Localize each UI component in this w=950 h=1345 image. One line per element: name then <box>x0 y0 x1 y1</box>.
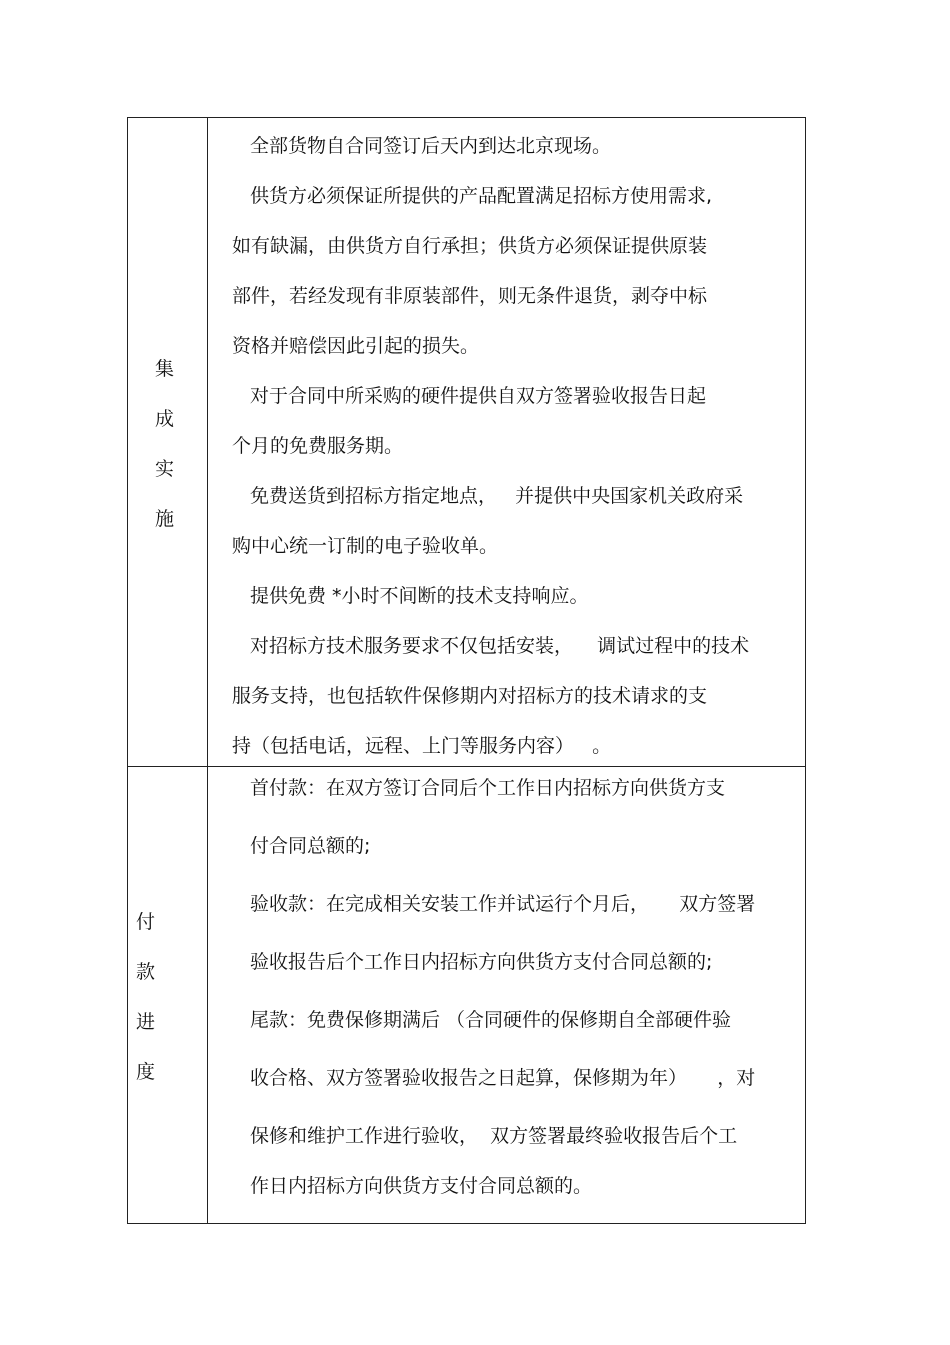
text-line: 个月的免费服务期。 <box>232 435 404 457</box>
text-line: 免费送货到招标方指定地点， 并提供中央国家机关政府采 <box>250 485 744 507</box>
text-line: 验收款：在完成相关安装工作并试运行个月后， 双方签署 <box>250 893 756 915</box>
text-line: 付合同总额的; <box>250 835 371 857</box>
label-char: 进 <box>136 1011 156 1033</box>
label-char: 付 <box>136 911 156 933</box>
text-line: 持（包括电话，远程、上门等服务内容） 。 <box>232 735 612 757</box>
text-line: 保修和维护工作进行验收， 双方签署最终验收报告后个工 <box>250 1125 738 1147</box>
label-char: 成 <box>155 408 175 430</box>
row-content-integration <box>208 118 805 766</box>
text-line: 供货方必须保证所提供的产品配置满足招标方使用需求, <box>250 185 713 207</box>
table-row-integration <box>128 118 805 766</box>
row-content-payment <box>208 767 805 1223</box>
text-line: 收合格、双方签署验收报告之日起算，保修期为年） ，对 <box>250 1067 756 1089</box>
text-line: 服务支持，也包括软件保修期内对招标方的技术请求的支 <box>232 685 708 707</box>
text-line: 验收报告后个工作日内招标方向供货方支付合同总额的; <box>250 951 713 973</box>
table-row-payment <box>128 766 805 1223</box>
text-line: 作日内招标方向供货方支付合同总额的。 <box>250 1175 593 1197</box>
text-line: 部件，若经发现有非原装部件，则无条件退货，剥夺中标 <box>232 285 708 307</box>
label-char: 度 <box>136 1061 156 1083</box>
row-label-cell <box>128 118 208 766</box>
label-char: 施 <box>155 508 175 530</box>
text-line: 全部货物自合同签订后天内到达北京现场。 <box>250 135 612 157</box>
text-line: 资格并赔偿因此引起的损失。 <box>232 335 480 357</box>
text-line: 提供免费 *小时不间断的技术支持响应。 <box>250 585 589 607</box>
text-line: 购中心统一订制的电子验收单。 <box>232 535 499 557</box>
row-label-integration <box>155 344 174 544</box>
label-char: 款 <box>136 961 156 983</box>
row-label-cell <box>128 767 208 1223</box>
row-label-payment <box>136 897 155 1097</box>
text-line: 首付款：在双方签订合同后个工作日内招标方向供货方支 <box>250 777 726 799</box>
label-char: 实 <box>155 458 175 480</box>
text-line: 对招标方技术服务要求不仅包括安装， 调试过程中的技术 <box>250 635 750 657</box>
text-line: 对于合同中所采购的硬件提供自双方签署验收报告日起 <box>250 385 707 407</box>
text-line: 尾款：免费保修期满后 （合同硬件的保修期自全部硬件验 <box>250 1009 732 1031</box>
text-line: 如有缺漏，由供货方自行承担；供货方必须保证提供原装 <box>232 235 708 257</box>
label-char: 集 <box>155 358 175 380</box>
document-table <box>127 117 806 1224</box>
